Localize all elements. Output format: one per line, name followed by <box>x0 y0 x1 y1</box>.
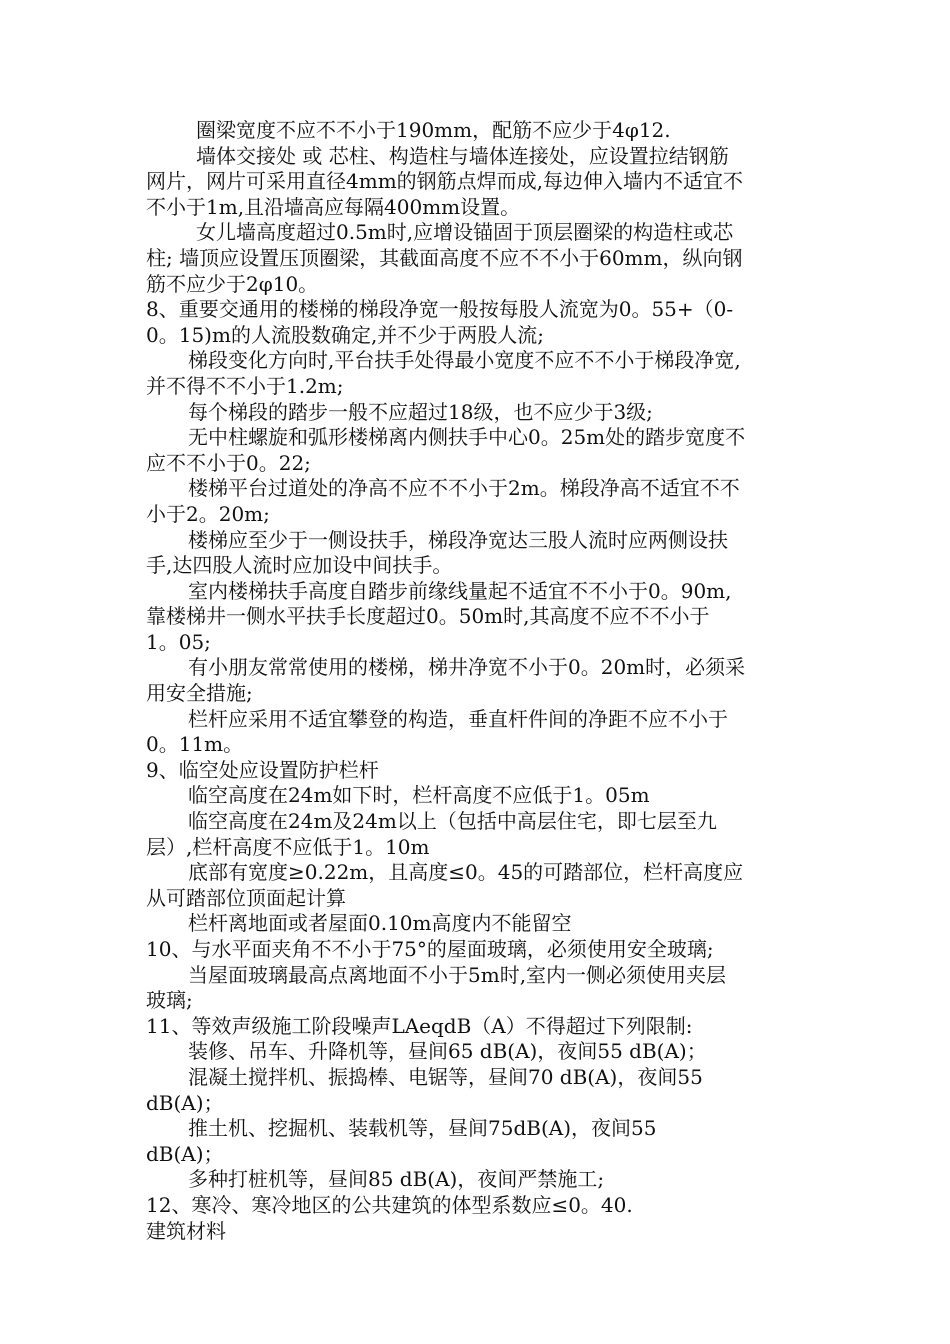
text-line: 12、寒冷、寒冷地区的公共建筑的体型系数应≤0。40. <box>146 1192 633 1217</box>
text-line: 从可踏部位顶面起计算 <box>146 885 346 910</box>
text-line: 11、等效声级施工阶段噪声LAeqdB（A）不得超过下列限制: <box>146 1013 693 1038</box>
text-line: 无中柱螺旋和弧形楼梯离内侧扶手中心0。25m处的踏步宽度不 <box>188 425 746 450</box>
text-line: 应不不小于0。22; <box>146 450 311 475</box>
text-line: dB(A)； <box>146 1141 224 1166</box>
text-line: 玻璃; <box>146 988 193 1013</box>
text-line: 栏杆离地面或者屋面0.10m高度内不能留空 <box>188 911 572 936</box>
text-line: dB(A)； <box>146 1090 224 1115</box>
document-body <box>146 118 806 1244</box>
text-line: 用安全措施; <box>146 681 253 706</box>
text-line: 建筑材料 <box>146 1218 226 1243</box>
text-line: 1。05; <box>146 629 211 654</box>
text-line: 底部有宽度≥0.22m，且高度≤0。45的可踏部位，栏杆高度应 <box>188 860 744 885</box>
text-line: 0。15)m的人流股数确定,并不少于两股人流; <box>146 322 545 347</box>
text-line: 网片，网片可采用直径4mm的钢筋点焊而成,每边伸入墙内不适宜不 <box>146 169 744 194</box>
text-line: 楼梯应至少于一侧设扶手，梯段净宽达三股人流时应两侧设扶 <box>188 527 728 552</box>
text-line: 并不得不不小于1.2m; <box>146 373 344 398</box>
text-line: 临空高度在24m如下时，栏杆高度不应低于1。05m <box>188 783 650 808</box>
text-line: 墙体交接处 或 芯柱、构造柱与墙体连接处，应设置拉结钢筋 <box>196 143 729 168</box>
text-line: 室内楼梯扶手高度自踏步前缘线量起不适宜不不小于0。90m, <box>188 578 732 603</box>
text-line: 多种打桩机等，昼间85 dB(A)，夜间严禁施工; <box>188 1167 605 1192</box>
text-line: 柱; 墙顶应设置压顶圈梁，其截面高度不应不不小于60mm，纵向钢 <box>146 245 743 270</box>
text-line: 栏杆应采用不适宜攀登的构造，垂直杆件间的净距不应不小于 <box>188 706 728 731</box>
text-line: 9、临空处应设置防护栏杆 <box>146 757 379 782</box>
text-line: 筋不应少于2φ10。 <box>146 271 319 296</box>
text-line: 不小于1m,且沿墙高应每隔400mm设置。 <box>146 194 521 219</box>
text-line: 手,达四股人流时应加设中间扶手。 <box>146 553 453 578</box>
text-line: 靠楼梯井一侧水平扶手长度超过0。50m时,其高度不应不不小于 <box>146 604 710 629</box>
text-line: 女儿墙高度超过0.5m时,应增设锚固于顶层圈梁的构造柱或芯 <box>196 220 734 245</box>
text-line: 梯段变化方向时,平台扶手处得最小宽度不应不不小于梯段净宽, <box>188 348 741 373</box>
text-line: 圈梁宽度不应不不小于190mm，配筋不应少于4φ12. <box>196 118 671 142</box>
text-line: 混凝土搅拌机、振捣棒、电锯等，昼间70 dB(A)，夜间55 <box>188 1064 703 1089</box>
text-line: 装修、吊车、升降机等，昼间65 dB(A)，夜间55 dB(A)； <box>188 1039 707 1064</box>
text-line: 8、重要交通用的楼梯的梯段净宽一般按每股人流宽为0。55+（0- <box>146 297 734 322</box>
text-line: 小于2。20m; <box>146 501 270 526</box>
text-line: 0。11m。 <box>146 732 244 757</box>
text-line: 有小朋友常常使用的楼梯，梯井净宽不小于0。20m时，必须采 <box>188 655 746 680</box>
text-line: 当屋面玻璃最高点离地面不小于5m时,室内一侧必须使用夹层 <box>188 962 727 987</box>
text-line: 临空高度在24m及24m以上（包括中高层住宅，即七层至九 <box>188 809 717 834</box>
text-line: 推土机、挖掘机、装载机等，昼间75dB(A)，夜间55 <box>188 1116 657 1141</box>
text-line: 层）,栏杆高度不应低于1。10m <box>146 834 430 859</box>
text-line: 楼梯平台过道处的净高不应不不小于2m。梯段净高不适宜不不 <box>188 476 740 501</box>
text-line: 10、与水平面夹角不不小于75°的屋面玻璃，必须使用安全玻璃; <box>146 937 714 961</box>
text-line: 每个梯段的踏步一般不应超过18级，也不应少于3级; <box>188 399 653 424</box>
